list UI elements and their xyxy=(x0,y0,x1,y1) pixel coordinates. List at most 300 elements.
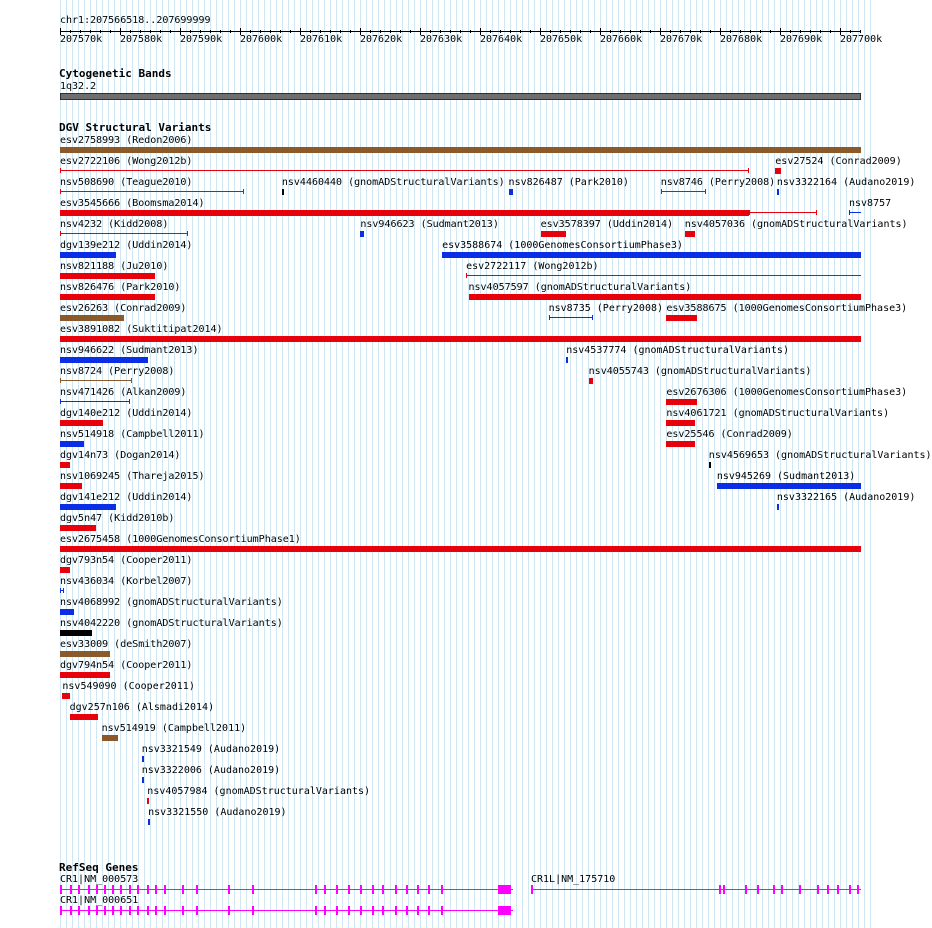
gene-exon[interactable] xyxy=(228,885,230,894)
feature-label[interactable]: nsv4061721 (gnomADStructuralVariants) xyxy=(666,408,890,419)
variant-tick[interactable] xyxy=(566,357,568,363)
variant-bar[interactable] xyxy=(60,315,124,321)
feature-label[interactable]: nsv4068992 (gnomADStructuralVariants) xyxy=(60,597,283,608)
ruler-minor-tick xyxy=(170,30,171,33)
feature-label[interactable]: dgv139e212 (Uddin2014) xyxy=(60,240,193,251)
ruler-minor-tick xyxy=(500,30,501,33)
ruler-minor-tick xyxy=(520,30,521,33)
grid-line xyxy=(870,0,871,928)
grid-line xyxy=(600,0,601,928)
feature-label[interactable]: nsv946623 (Sudmant2013) xyxy=(360,219,499,230)
variant-line[interactable] xyxy=(661,191,707,192)
variant-tick[interactable] xyxy=(777,189,779,195)
grid-line xyxy=(468,0,469,928)
ruler-minor-tick xyxy=(670,30,671,33)
gene-exon[interactable] xyxy=(360,885,362,894)
gene-exon[interactable] xyxy=(360,906,362,915)
feature-label[interactable]: nsv821188 (Ju2010) xyxy=(60,261,169,272)
grid-line xyxy=(864,0,865,928)
ruler-minor-tick xyxy=(190,30,191,33)
feature-label[interactable]: nsv549090 (Cooper2011) xyxy=(62,681,195,692)
variant-bar[interactable] xyxy=(60,546,861,552)
grid-line xyxy=(504,0,505,928)
gene-exon[interactable] xyxy=(773,885,775,894)
variant-tick[interactable] xyxy=(142,756,144,762)
variant-bar[interactable] xyxy=(70,714,99,720)
ruler-minor-tick xyxy=(830,30,831,33)
grid-line xyxy=(630,0,631,928)
grid-line xyxy=(846,0,847,928)
grid-line xyxy=(426,0,427,928)
grid-line xyxy=(654,0,655,928)
ruler-minor-tick xyxy=(410,30,411,33)
grid-line xyxy=(618,0,619,928)
gene-exon[interactable] xyxy=(395,906,397,915)
gene-exon[interactable] xyxy=(531,885,533,894)
gene-exon[interactable] xyxy=(112,906,114,915)
ruler-tick-label: 207630k xyxy=(420,34,463,45)
gene-exon[interactable] xyxy=(155,885,157,894)
grid-line xyxy=(606,0,607,928)
variant-tick[interactable] xyxy=(148,819,150,825)
gene-exon[interactable] xyxy=(252,885,254,894)
feature-label[interactable]: nsv8724 (Perry2008) xyxy=(60,366,175,377)
feature-label[interactable]: esv3588675 (1000GenomesConsortiumPhase3) xyxy=(666,303,908,314)
variant-bar[interactable] xyxy=(60,609,74,615)
grid-line xyxy=(684,0,685,928)
variant-bar[interactable] xyxy=(666,441,695,447)
ruler-minor-tick xyxy=(200,30,201,33)
ruler-minor-tick xyxy=(510,30,511,33)
variant-bar[interactable] xyxy=(62,693,69,699)
variant-bar[interactable] xyxy=(60,651,110,657)
feature-label[interactable]: esv2675458 (1000GenomesConsortiumPhase1) xyxy=(60,534,301,545)
feature-label[interactable]: esv3588674 (1000GenomesConsortiumPhase3) xyxy=(442,240,683,251)
feature-label[interactable]: nsv4057597 (gnomADStructuralVariants) xyxy=(468,282,692,293)
feature-label[interactable]: nsv4055743 (gnomADStructuralVariants) xyxy=(588,366,812,377)
gene-exon[interactable] xyxy=(182,906,184,915)
gene-exon[interactable] xyxy=(372,885,374,894)
gene-exon[interactable] xyxy=(228,906,230,915)
gene-exon[interactable] xyxy=(348,906,350,915)
gene-exon[interactable] xyxy=(417,885,419,894)
gene-exon[interactable] xyxy=(196,885,198,894)
gene-exon[interactable] xyxy=(147,906,149,915)
variant-bar[interactable] xyxy=(60,294,155,300)
ruler-minor-tick xyxy=(400,30,401,33)
variant-tick[interactable] xyxy=(142,777,144,783)
variant-line[interactable] xyxy=(549,317,593,318)
variant-bar[interactable] xyxy=(717,483,861,489)
grid-line xyxy=(690,0,691,928)
feature-label[interactable]: esv3545666 (Boomsma2014) xyxy=(60,198,205,209)
variant-bar[interactable] xyxy=(60,210,749,216)
grid-line xyxy=(840,0,841,928)
grid-line xyxy=(750,0,751,928)
gene-exon[interactable] xyxy=(164,885,166,894)
grid-line xyxy=(528,0,529,928)
gene-exon[interactable] xyxy=(78,885,80,894)
grid-line xyxy=(534,0,535,928)
gene-exon[interactable] xyxy=(827,885,829,894)
ruler-minor-tick xyxy=(550,30,551,33)
gene-exon[interactable] xyxy=(428,906,430,915)
variant-bar[interactable] xyxy=(102,735,119,741)
grid-line xyxy=(672,0,673,928)
location-label: chr1:207566518..207699999 xyxy=(60,15,211,26)
ruler-minor-tick xyxy=(470,30,471,33)
feature-label[interactable]: dgv140e212 (Uddin2014) xyxy=(60,408,193,419)
variant-bar[interactable] xyxy=(666,315,696,321)
grid-line xyxy=(498,0,499,928)
feature-label[interactable]: esv27524 (Conrad2009) xyxy=(775,156,902,167)
gene-exon[interactable] xyxy=(60,906,62,915)
gene-label[interactable]: CR1|NM_000573 xyxy=(60,874,139,885)
ruler-minor-tick xyxy=(590,30,591,33)
gene-exon[interactable] xyxy=(164,906,166,915)
variant-bar[interactable] xyxy=(666,420,695,426)
grid-line xyxy=(696,0,697,928)
grid-line xyxy=(516,0,517,928)
variant-line[interactable] xyxy=(849,212,861,213)
gene-exon[interactable] xyxy=(137,906,139,915)
gene-exon[interactable] xyxy=(382,906,384,915)
feature-label[interactable]: esv3578397 (Uddin2014) xyxy=(540,219,674,230)
gene-exon[interactable] xyxy=(78,906,80,915)
ruler-minor-tick xyxy=(810,30,811,33)
feature-label[interactable]: nsv3321549 (Audano2019) xyxy=(141,744,281,755)
grid-line xyxy=(588,0,589,928)
feature-label[interactable]: nsv4569653 (gnomADStructuralVariants) xyxy=(708,450,932,461)
ruler-minor-tick xyxy=(560,30,561,33)
ruler-minor-tick xyxy=(320,30,321,33)
grid-line xyxy=(786,0,787,928)
variant-bar[interactable] xyxy=(60,336,861,342)
grid-line xyxy=(660,0,661,928)
gene-exon[interactable] xyxy=(129,906,131,915)
feature-label[interactable]: esv33009 (deSmith2007) xyxy=(60,639,193,650)
gene-exon[interactable] xyxy=(781,885,783,894)
gene-exon[interactable] xyxy=(336,906,338,915)
grid-line xyxy=(756,0,757,928)
grid-line xyxy=(702,0,703,928)
ruler-minor-tick xyxy=(850,30,851,33)
grid-line xyxy=(474,0,475,928)
variant-line[interactable] xyxy=(466,275,861,276)
gene-exon[interactable] xyxy=(837,885,839,894)
gene-exon[interactable] xyxy=(104,906,106,915)
feature-label[interactable]: esv2758993 (Redon2006) xyxy=(60,135,193,146)
ruler-minor-tick xyxy=(530,30,531,33)
ruler-minor-tick xyxy=(150,30,151,33)
feature-label[interactable]: nsv4057036 (gnomADStructuralVariants) xyxy=(684,219,908,230)
gene-exon[interactable] xyxy=(196,906,198,915)
ruler-minor-tick xyxy=(140,30,141,33)
variant-cap xyxy=(705,189,706,194)
feature-label[interactable]: esv25546 (Conrad2009) xyxy=(666,429,793,440)
variant-tick[interactable] xyxy=(709,462,711,468)
grid-line xyxy=(642,0,643,928)
gene-exon[interactable] xyxy=(857,885,859,894)
grid-line xyxy=(408,0,409,928)
feature-label[interactable]: nsv3321550 (Audano2019) xyxy=(148,807,287,818)
feature-label[interactable]: esv26263 (Conrad2009) xyxy=(60,303,187,314)
variant-bar[interactable] xyxy=(509,189,513,195)
gene-exon[interactable] xyxy=(849,885,851,894)
gene-exon[interactable] xyxy=(88,885,90,894)
variant-line[interactable] xyxy=(60,170,749,171)
cytoband-bar[interactable] xyxy=(60,93,861,100)
gene-exon[interactable] xyxy=(745,885,747,894)
variant-bar[interactable] xyxy=(60,147,861,153)
feature-label[interactable]: esv3891082 (Suktitipat2014) xyxy=(60,324,223,335)
variant-line[interactable] xyxy=(60,380,132,381)
variant-bar[interactable] xyxy=(60,525,96,531)
variant-bar[interactable] xyxy=(442,252,861,258)
feature-label[interactable]: dgv794n54 (Cooper2011) xyxy=(60,660,193,671)
feature-label[interactable]: nsv471426 (Alkan2009) xyxy=(60,387,187,398)
variant-bar[interactable] xyxy=(60,567,70,573)
grid-line xyxy=(546,0,547,928)
ruler-minor-tick xyxy=(690,30,691,33)
grid-line xyxy=(858,0,859,928)
ruler-minor-tick xyxy=(570,30,571,33)
feature-label[interactable]: nsv514918 (Campbell2011) xyxy=(60,429,205,440)
variant-line[interactable] xyxy=(749,212,817,213)
feature-label[interactable]: nsv3322164 (Audano2019) xyxy=(776,177,916,188)
ruler-tick-label: 207590k xyxy=(180,34,223,45)
gene-exon[interactable] xyxy=(120,885,122,894)
variant-cap xyxy=(243,189,244,194)
gene-exon[interactable] xyxy=(417,906,419,915)
variant-cap xyxy=(592,315,593,320)
variant-tick[interactable] xyxy=(147,798,149,804)
grid-line xyxy=(768,0,769,928)
ruler-minor-tick xyxy=(460,30,461,33)
grid-line xyxy=(510,0,511,928)
grid-line xyxy=(744,0,745,928)
feature-label[interactable]: esv2722106 (Wong2012b) xyxy=(60,156,193,167)
variant-bar[interactable] xyxy=(685,231,695,237)
gene-exon[interactable] xyxy=(137,885,139,894)
cytoband-label: 1q32.2 xyxy=(60,81,97,92)
ruler-minor-tick xyxy=(310,30,311,33)
variant-bar[interactable] xyxy=(60,420,103,426)
gene-label[interactable]: CR1|NM_000651 xyxy=(60,895,139,906)
feature-label[interactable]: nsv8757 xyxy=(848,198,892,209)
gene-exon[interactable] xyxy=(336,885,338,894)
gene-exon[interactable] xyxy=(382,885,384,894)
variant-bar[interactable] xyxy=(60,357,148,363)
gene-exon[interactable] xyxy=(428,885,430,894)
feature-label[interactable]: nsv4460440 (gnomADStructuralVariants) xyxy=(281,177,505,188)
variant-bar[interactable] xyxy=(469,294,861,300)
variant-line[interactable] xyxy=(60,401,130,402)
grid-line xyxy=(834,0,835,928)
gene-exon[interactable] xyxy=(441,906,443,915)
grid-line xyxy=(540,0,541,928)
variant-bar[interactable] xyxy=(60,672,110,678)
gene-exon[interactable] xyxy=(112,885,114,894)
variant-cap xyxy=(749,210,750,215)
gene-exon[interactable] xyxy=(88,906,90,915)
feature-label[interactable]: esv2676306 (1000GenomesConsortiumPhase3) xyxy=(666,387,908,398)
variant-bar[interactable] xyxy=(60,483,82,489)
variant-bar[interactable] xyxy=(60,630,92,636)
ruler-minor-tick xyxy=(80,30,81,33)
feature-label[interactable]: dgv793n54 (Cooper2011) xyxy=(60,555,193,566)
gene-exon[interactable] xyxy=(757,885,759,894)
variant-bar[interactable] xyxy=(60,462,70,468)
feature-label[interactable]: nsv3322165 (Audano2019) xyxy=(776,492,916,503)
variant-cap xyxy=(816,210,817,215)
gene-exon[interactable] xyxy=(120,906,122,915)
feature-label[interactable]: nsv8746 (Perry2008) xyxy=(660,177,776,188)
gene-exon[interactable] xyxy=(147,885,149,894)
gene-exon[interactable] xyxy=(723,885,725,894)
grid-line xyxy=(810,0,811,928)
grid-line xyxy=(378,0,379,928)
ruler-tick-label: 207640k xyxy=(480,34,523,45)
variant-bar[interactable] xyxy=(589,378,594,384)
gene-exon[interactable] xyxy=(129,885,131,894)
ruler-minor-tick xyxy=(290,30,291,33)
gene-exon[interactable] xyxy=(252,906,254,915)
ruler-minor-tick xyxy=(90,30,91,33)
gene-exon[interactable] xyxy=(70,885,72,894)
variant-tick[interactable] xyxy=(777,504,779,510)
feature-label[interactable]: nsv8735 (Perry2008) xyxy=(548,303,663,314)
variant-bar[interactable] xyxy=(60,252,116,258)
grid-line xyxy=(462,0,463,928)
gene-exon[interactable] xyxy=(372,906,374,915)
feature-label[interactable]: nsv826487 (Park2010) xyxy=(508,177,629,188)
gene-utr[interactable] xyxy=(498,906,511,915)
gene-exon[interactable] xyxy=(406,906,408,915)
grid-line xyxy=(432,0,433,928)
feature-label[interactable]: nsv4057984 (gnomADStructuralVariants) xyxy=(147,786,371,797)
ruler-tick-label: 207580k xyxy=(120,34,163,45)
feature-label[interactable]: nsv945269 (Sudmant2013) xyxy=(716,471,856,482)
feature-label[interactable]: nsv1069245 (Thareja2015) xyxy=(60,471,205,482)
variant-bar[interactable] xyxy=(541,231,567,237)
grid-line xyxy=(480,0,481,928)
feature-label[interactable]: dgv257n106 (Alsmadi2014) xyxy=(69,702,215,713)
variant-cap xyxy=(60,399,61,404)
grid-line xyxy=(570,0,571,928)
gene-label[interactable]: CR1L|NM_175710 xyxy=(530,874,616,885)
feature-label[interactable]: nsv4232 (Kidd2008) xyxy=(60,219,169,230)
feature-label[interactable]: dgv14n73 (Dogan2014) xyxy=(60,450,181,461)
ruler-minor-tick xyxy=(270,30,271,33)
gene-exon[interactable] xyxy=(348,885,350,894)
gene-exon[interactable] xyxy=(155,906,157,915)
ruler-minor-tick xyxy=(230,30,231,33)
grid-line xyxy=(486,0,487,928)
gene-intron-line xyxy=(531,889,861,890)
feature-label[interactable]: dgv5n47 (Kidd2010b) xyxy=(60,513,175,524)
grid-line xyxy=(612,0,613,928)
ruler-minor-tick xyxy=(790,30,791,33)
ruler-minor-tick xyxy=(160,30,161,33)
gene-exon[interactable] xyxy=(70,906,72,915)
gene-exon[interactable] xyxy=(324,885,326,894)
gene-exon[interactable] xyxy=(817,885,819,894)
gene-exon[interactable] xyxy=(182,885,184,894)
variant-bar[interactable] xyxy=(775,168,781,174)
variant-bar[interactable] xyxy=(666,399,696,405)
feature-label[interactable]: nsv3322006 (Audano2019) xyxy=(141,765,281,776)
grid-line xyxy=(780,0,781,928)
variant-bar[interactable] xyxy=(60,441,84,447)
variant-tick[interactable] xyxy=(282,189,284,195)
feature-label[interactable]: nsv514919 (Campbell2011) xyxy=(101,723,247,734)
ruler-tick-label: 207670k xyxy=(660,34,703,45)
variant-bar[interactable] xyxy=(60,273,155,279)
feature-label[interactable]: nsv508690 (Teague2010) xyxy=(60,177,193,188)
variant-cap xyxy=(60,588,61,593)
feature-label[interactable]: nsv946622 (Sudmant2013) xyxy=(60,345,199,356)
gene-exon[interactable] xyxy=(406,885,408,894)
gene-exon[interactable] xyxy=(96,885,98,894)
variant-bar[interactable] xyxy=(360,231,364,237)
feature-label[interactable]: esv2722117 (Wong2012b) xyxy=(466,261,599,272)
ruler-tick-label: 207680k xyxy=(720,34,763,45)
grid-line xyxy=(798,0,799,928)
variant-cap xyxy=(129,399,130,404)
dgv-track-title[interactable]: DGV Structural Variants xyxy=(59,121,212,134)
gene-exon[interactable] xyxy=(441,885,443,894)
ruler-minor-tick xyxy=(450,30,451,33)
grid-line xyxy=(714,0,715,928)
variant-bar[interactable] xyxy=(60,504,116,510)
ruler-minor-tick xyxy=(610,30,611,33)
feature-label[interactable]: nsv826476 (Park2010) xyxy=(60,282,181,293)
ruler-minor-tick xyxy=(330,30,331,33)
ruler-tick-label: 207600k xyxy=(240,34,283,45)
grid-line xyxy=(576,0,577,928)
gene-exon[interactable] xyxy=(395,885,397,894)
grid-line xyxy=(828,0,829,928)
ruler-minor-tick xyxy=(620,30,621,33)
gene-exon[interactable] xyxy=(315,906,317,915)
ruler-minor-tick xyxy=(700,30,701,33)
variant-cap xyxy=(849,210,850,215)
feature-label[interactable]: nsv4537774 (gnomADStructuralVariants) xyxy=(566,345,789,356)
gene-exon[interactable] xyxy=(719,885,721,894)
cytoband-track-title[interactable]: Cytogenetic Bands xyxy=(59,67,172,80)
gene-exon[interactable] xyxy=(104,885,106,894)
grid-line xyxy=(450,0,451,928)
feature-label[interactable]: nsv4042220 (gnomADStructuralVariants) xyxy=(60,618,283,629)
gene-exon[interactable] xyxy=(324,906,326,915)
variant-cap xyxy=(549,315,550,320)
feature-label[interactable]: dgv141e212 (Uddin2014) xyxy=(60,492,193,503)
gene-exon[interactable] xyxy=(799,885,801,894)
gene-exon[interactable] xyxy=(96,906,98,915)
gene-utr[interactable] xyxy=(498,885,511,894)
grid-line xyxy=(666,0,667,928)
variant-cap xyxy=(60,168,61,173)
variant-line[interactable] xyxy=(60,191,244,192)
gene-exon[interactable] xyxy=(315,885,317,894)
refseq-track-title[interactable]: RefSeq Genes xyxy=(59,861,139,874)
grid-line xyxy=(414,0,415,928)
gene-exon[interactable] xyxy=(60,885,62,894)
feature-label[interactable]: nsv436034 (Korbel2007) xyxy=(60,576,193,587)
grid-line xyxy=(648,0,649,928)
variant-line[interactable] xyxy=(60,233,188,234)
